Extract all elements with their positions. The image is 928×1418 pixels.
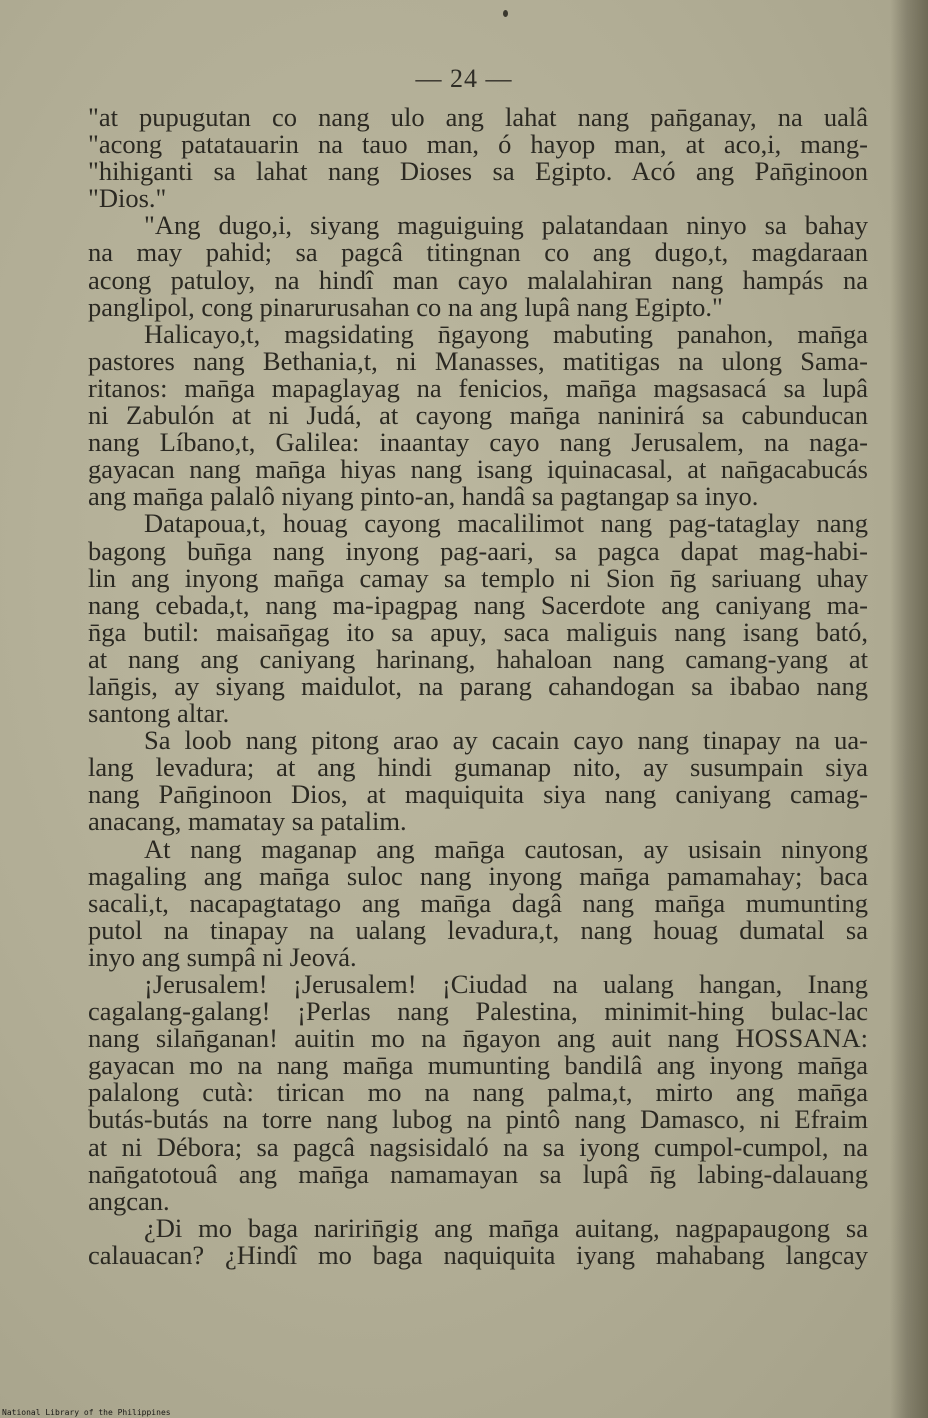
- text-line: cagalang-galang! ¡Perlas nang Palestina, minimit-hing bulac-lac: [88, 996, 868, 1027]
- text-line: Halicayo,t, magsidating n̄gayong mabuting panahon, man̄ga: [144, 318, 868, 349]
- text-line: butás-butás na torre nang lubog na pintô nang Damasco, ni Efraim: [88, 1104, 868, 1135]
- text-line: panglipol, cong pinarurusahan co na ang lupâ nang Egipto.": [88, 291, 723, 322]
- text-line: magaling ang man̄ga suloc nang inyong man̄ga pamamahay; baca: [88, 860, 868, 891]
- footer-credit: National Library of the Philippines: [2, 1408, 171, 1417]
- text-line: "at pupugutan co nang ulo ang lahat nang pan̄ganay, na ualâ: [88, 102, 868, 132]
- text-line: at nang ang caniyang harinang, hahaloan nang camang-yang at: [88, 643, 868, 674]
- text-line: at ni Débora; sa pagcâ nagsisidaló na sa iyong cumpol-cumpol, na: [88, 1131, 868, 1162]
- text-line: ¡Jerusalem! ¡Jerusalem! ¡Ciudad na ualang hangan, Inang: [144, 969, 868, 999]
- text-line: "hihiganti sa lahat nang Dioses sa Egipto. Acó ang Pan̄ginoon: [88, 156, 868, 187]
- text-line: ritanos: man̄ga mapaglayag na fenicios, man̄ga magsasacá sa lupâ: [88, 372, 868, 403]
- text-line: acong patuloy, na hindî man cayo malalahiran nang hampás na: [88, 264, 868, 295]
- text-line: ang man̄ga palalô niyang pinto-an, handâ sa pagtangap sa inyo.: [88, 481, 759, 512]
- page-edge-shadow: [890, 0, 928, 1418]
- text-line: "Dios.": [88, 183, 167, 214]
- text-line: bagong bun̄ga nang inyong pag-aari, sa pagca dapat mag-habi-: [88, 535, 868, 566]
- text-line: ¿Di mo baga naririn̄gig ang man̄ga auitang, nagpapaugong sa: [144, 1212, 868, 1243]
- text-line: Sa loob nang pitong arao ay cacain cayo nang tinapay na ua-: [144, 725, 868, 756]
- text-line: santong altar.: [88, 698, 230, 729]
- text-line: sacali,t, nacapagtatago ang man̄ga dagâ nang man̄ga mumunting: [88, 887, 868, 918]
- text-line: putol na tinapay na ualang levadura,t, nang houag dumatal sa: [88, 914, 868, 945]
- text-line: inyo ang sumpâ ni Jeová.: [88, 941, 357, 972]
- body-text: [88, 104, 868, 1269]
- text-line: palalong cutà: tirican mo na nang palma,t, mirto ang man̄ga: [88, 1077, 868, 1108]
- text-line: calauacan? ¿Hindî mo baga naquiquita iyang mahabang langcay: [88, 1239, 868, 1270]
- ink-speck: [503, 10, 508, 17]
- text-line: angcan.: [88, 1185, 170, 1216]
- text-line: Datapoua,t, houag cayong macalilimot nang pag-tataglay nang: [144, 508, 868, 539]
- text-line: lang levadura; at ang hindi gumanap nito, ay susumpain siya: [88, 752, 868, 783]
- text-line: nan̄gatotouâ ang man̄ga namamayan sa lupâ n̄g labing-dalauang: [88, 1158, 868, 1189]
- text-line: nang cebada,t, nang ma-ipagpag nang Sacerdote ang caniyang ma-: [88, 589, 868, 620]
- text-line: "acong patatauarin na tauo man, ó hayop man, at aco,i, mang-: [88, 129, 868, 160]
- text-line: pastores nang Bethania,t, ni Manasses, matitigas na ulong Sama-: [88, 345, 868, 376]
- text-line: At nang maganap ang man̄ga cautosan, ay usisain ninyong: [144, 833, 868, 864]
- text-line: nang Líbano,t, Galilea: inaantay cayo nang Jerusalem, na naga-: [88, 427, 868, 458]
- text-line: anacang, mamatay sa patalim.: [88, 806, 407, 837]
- page-number: — 24 —: [415, 64, 513, 93]
- text-line: n̄ga butil: maisan̄gag ito sa apuy, saca maliguis nang isang bató,: [88, 616, 868, 647]
- text-line: na may pahid; sa pagcâ titingnan co ang dugo,t, magdaraan: [88, 237, 868, 268]
- text-line: gayacan nang man̄ga hiyas nang isang iquinacasal, at nan̄gacabucás: [88, 454, 868, 485]
- text-line: "Ang dugo,i, siyang maguiguing palatandaan ninyo sa bahay: [144, 210, 868, 241]
- text-line: nang silan̄ganan! auitin mo na n̄gayon ang auit nang HOSSANA:: [88, 1023, 868, 1054]
- text-line: gayacan mo na nang man̄ga mumunting bandilâ ang inyong man̄ga: [88, 1050, 868, 1081]
- text-line: ni Zabulón at ni Judá, at cayong man̄ga naninirá sa cabunducan: [88, 400, 868, 431]
- text-line: lan̄gis, ay siyang maidulot, na parang cahandogan sa ibabao nang: [88, 670, 868, 701]
- text-line: nang Pan̄ginoon Dios, at maquiquita siya nang caniyang camag-: [88, 779, 868, 810]
- text-line: lin ang inyong man̄ga camay sa templo ni Sion n̄g sariuang uhay: [88, 562, 868, 593]
